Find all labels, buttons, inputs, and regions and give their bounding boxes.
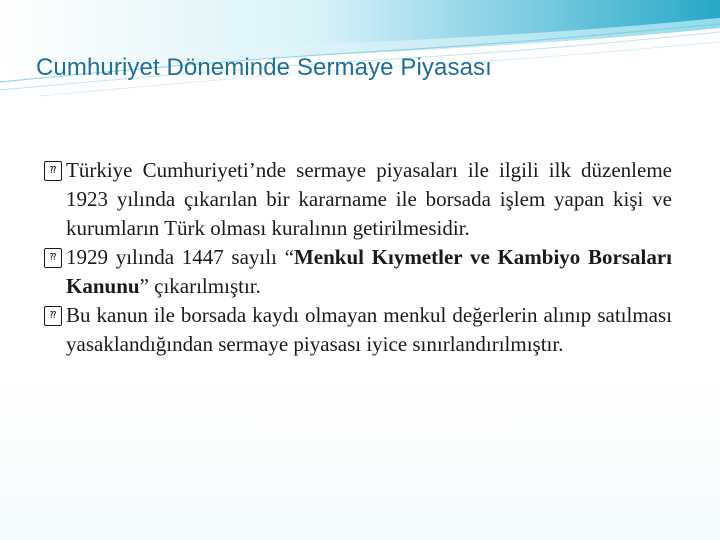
bullet-text-2-pre: 1929 yılında 1447 sayılı “ (66, 245, 294, 269)
bullet-text-2-post: ” çıkarılmıştır. (139, 274, 261, 298)
bullet-list (44, 156, 672, 359)
bullet-text-1: Türkiye Cumhuriyeti’nde sermaye piyasaları ile ilgili ilk düzenleme 1923 yılında çıkarılan bir kararname ile borsada işlem yapan kişi ve kurumların Türk olması kuralının getirilmesidir. (66, 158, 672, 240)
bullet-item-3 (44, 301, 672, 359)
slide-title: Cumhuriyet Döneminde Sermaye Piyasası (36, 54, 492, 81)
bullet-text-3: Bu kanun ile borsada kaydı olmayan menkul değerlerin alınıp satılması yasaklandığından sermaye piyasası iyice sınırlandırılmıştır. (66, 303, 672, 356)
missing-glyph-box-icon: ⁇ (44, 248, 62, 268)
missing-glyph-box-icon: ⁇ (44, 161, 62, 181)
missing-glyph-box-icon: ⁇ (44, 306, 62, 326)
law-name: Menkul Kıymetler ve Kambiyo Borsaları Kanunu (66, 245, 672, 298)
bullet-item-1 (44, 156, 672, 243)
bullet-item-2 (44, 243, 672, 301)
